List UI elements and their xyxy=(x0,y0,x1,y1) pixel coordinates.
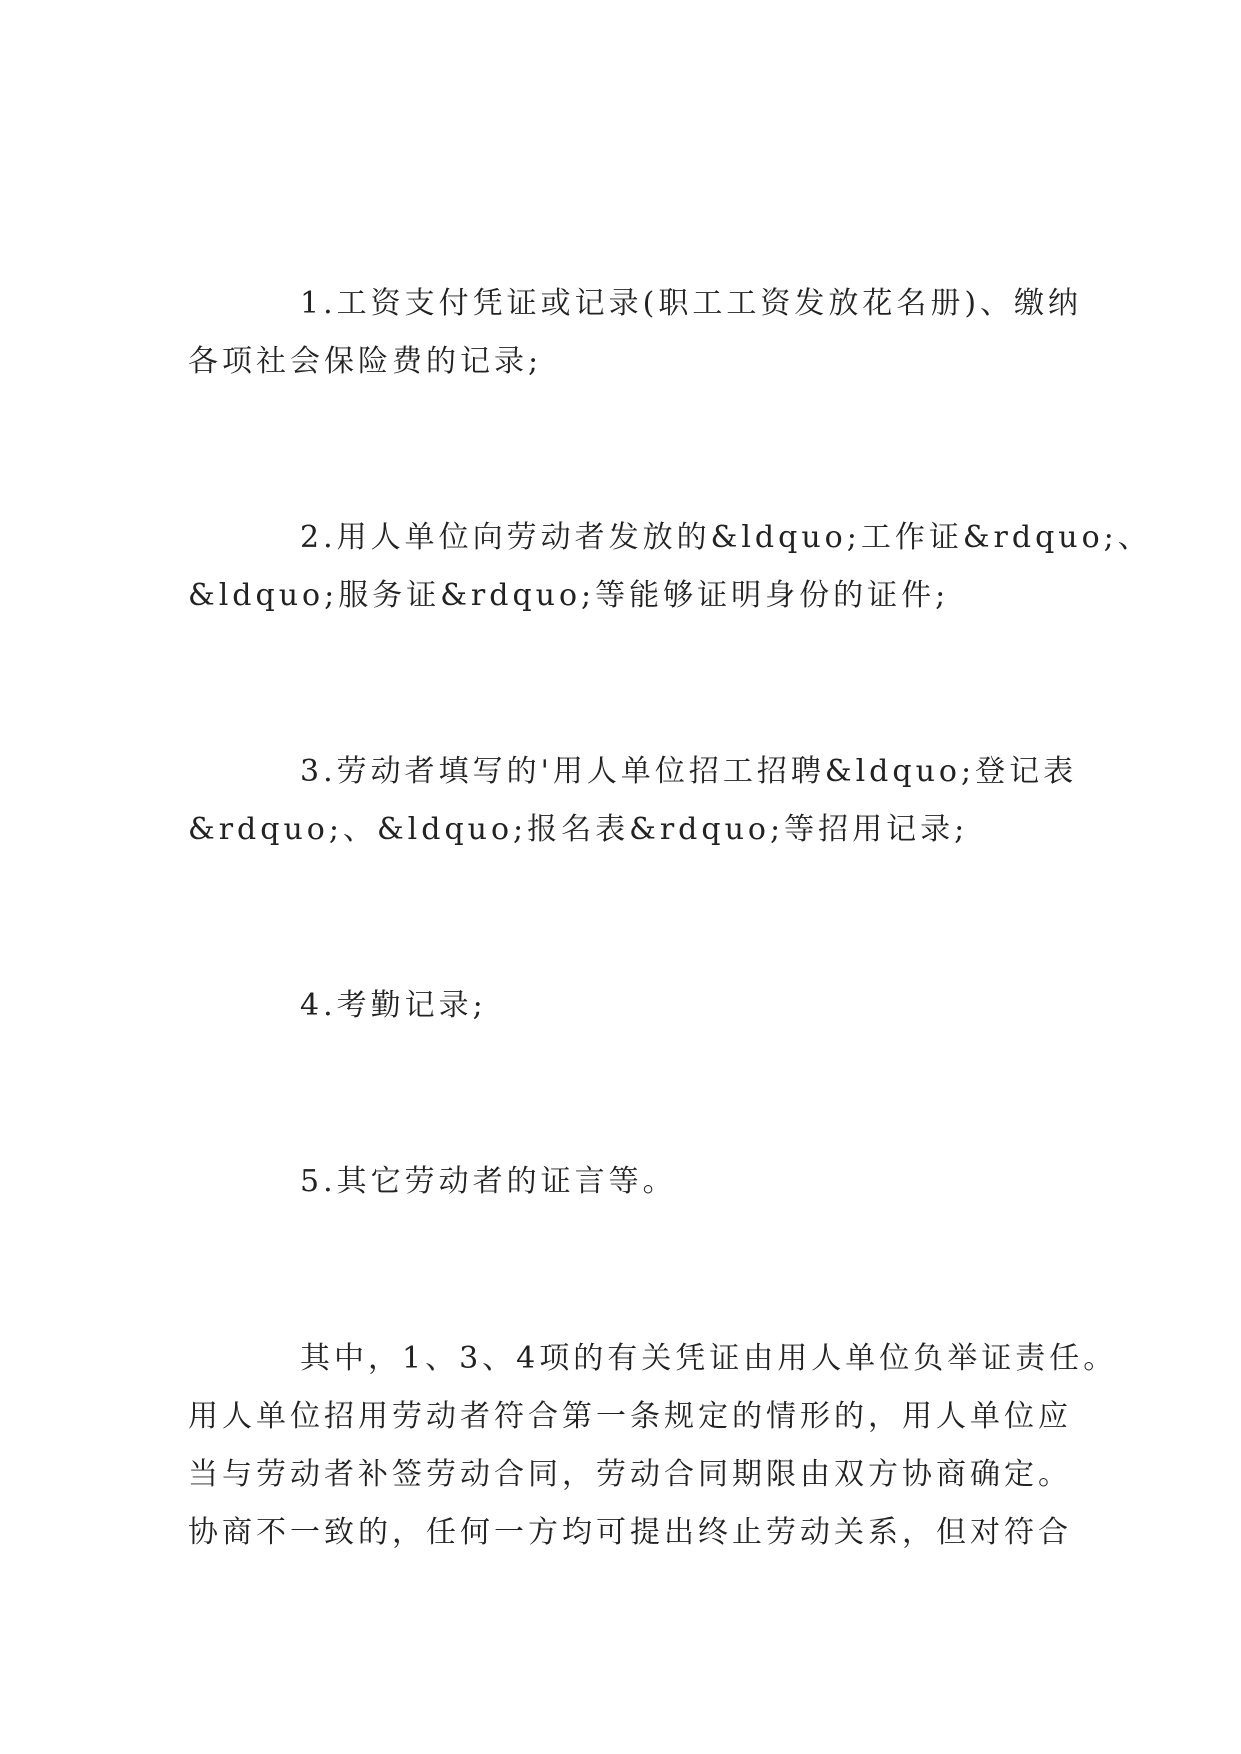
paragraph-line: 5.其它劳动者的证言等。 xyxy=(300,1164,677,1199)
paragraph-item-1 xyxy=(188,275,1083,391)
paragraph-line: 2.用人单位向劳动者发放的&ldquo;工作证&rdquo;、 xyxy=(300,520,1152,555)
paragraph-line: 其中，1、3、4项的有关凭证由用人单位负举证责任。 xyxy=(300,1341,1118,1376)
paragraph-burden-of-proof xyxy=(188,1330,1118,1562)
paragraph-item-4 xyxy=(188,977,1058,1035)
paragraph-line: 3.劳动者填写的'用人单位招工招聘&ldquo;登记表 xyxy=(300,754,1078,789)
paragraph-item-3 xyxy=(188,743,1078,859)
paragraph-line: 1.工资支付凭证或记录(职工工资发放花名册)、缴纳 xyxy=(300,286,1083,321)
paragraph-line: 用人单位招用劳动者符合第一条规定的情形的，用人单位应 xyxy=(188,1399,1072,1434)
paragraph-line: &ldquo;服务证&rdquo;等能够证明身份的证件; xyxy=(188,578,950,613)
paragraph-item-2 xyxy=(188,509,1152,625)
paragraph-item-5 xyxy=(188,1153,1058,1211)
paragraph-line: 协商不一致的，任何一方均可提出终止劳动关系，但对符合 xyxy=(188,1515,1072,1550)
paragraph-line: &rdquo;、&ldquo;报名表&rdquo;等招用记录; xyxy=(188,812,969,847)
paragraph-line: 当与劳动者补签劳动合同，劳动合同期限由双方协商确定。 xyxy=(188,1457,1072,1492)
paragraph-line: 4.考勤记录; xyxy=(300,988,487,1023)
paragraph-line: 各项社会保险费的记录; xyxy=(188,344,543,379)
